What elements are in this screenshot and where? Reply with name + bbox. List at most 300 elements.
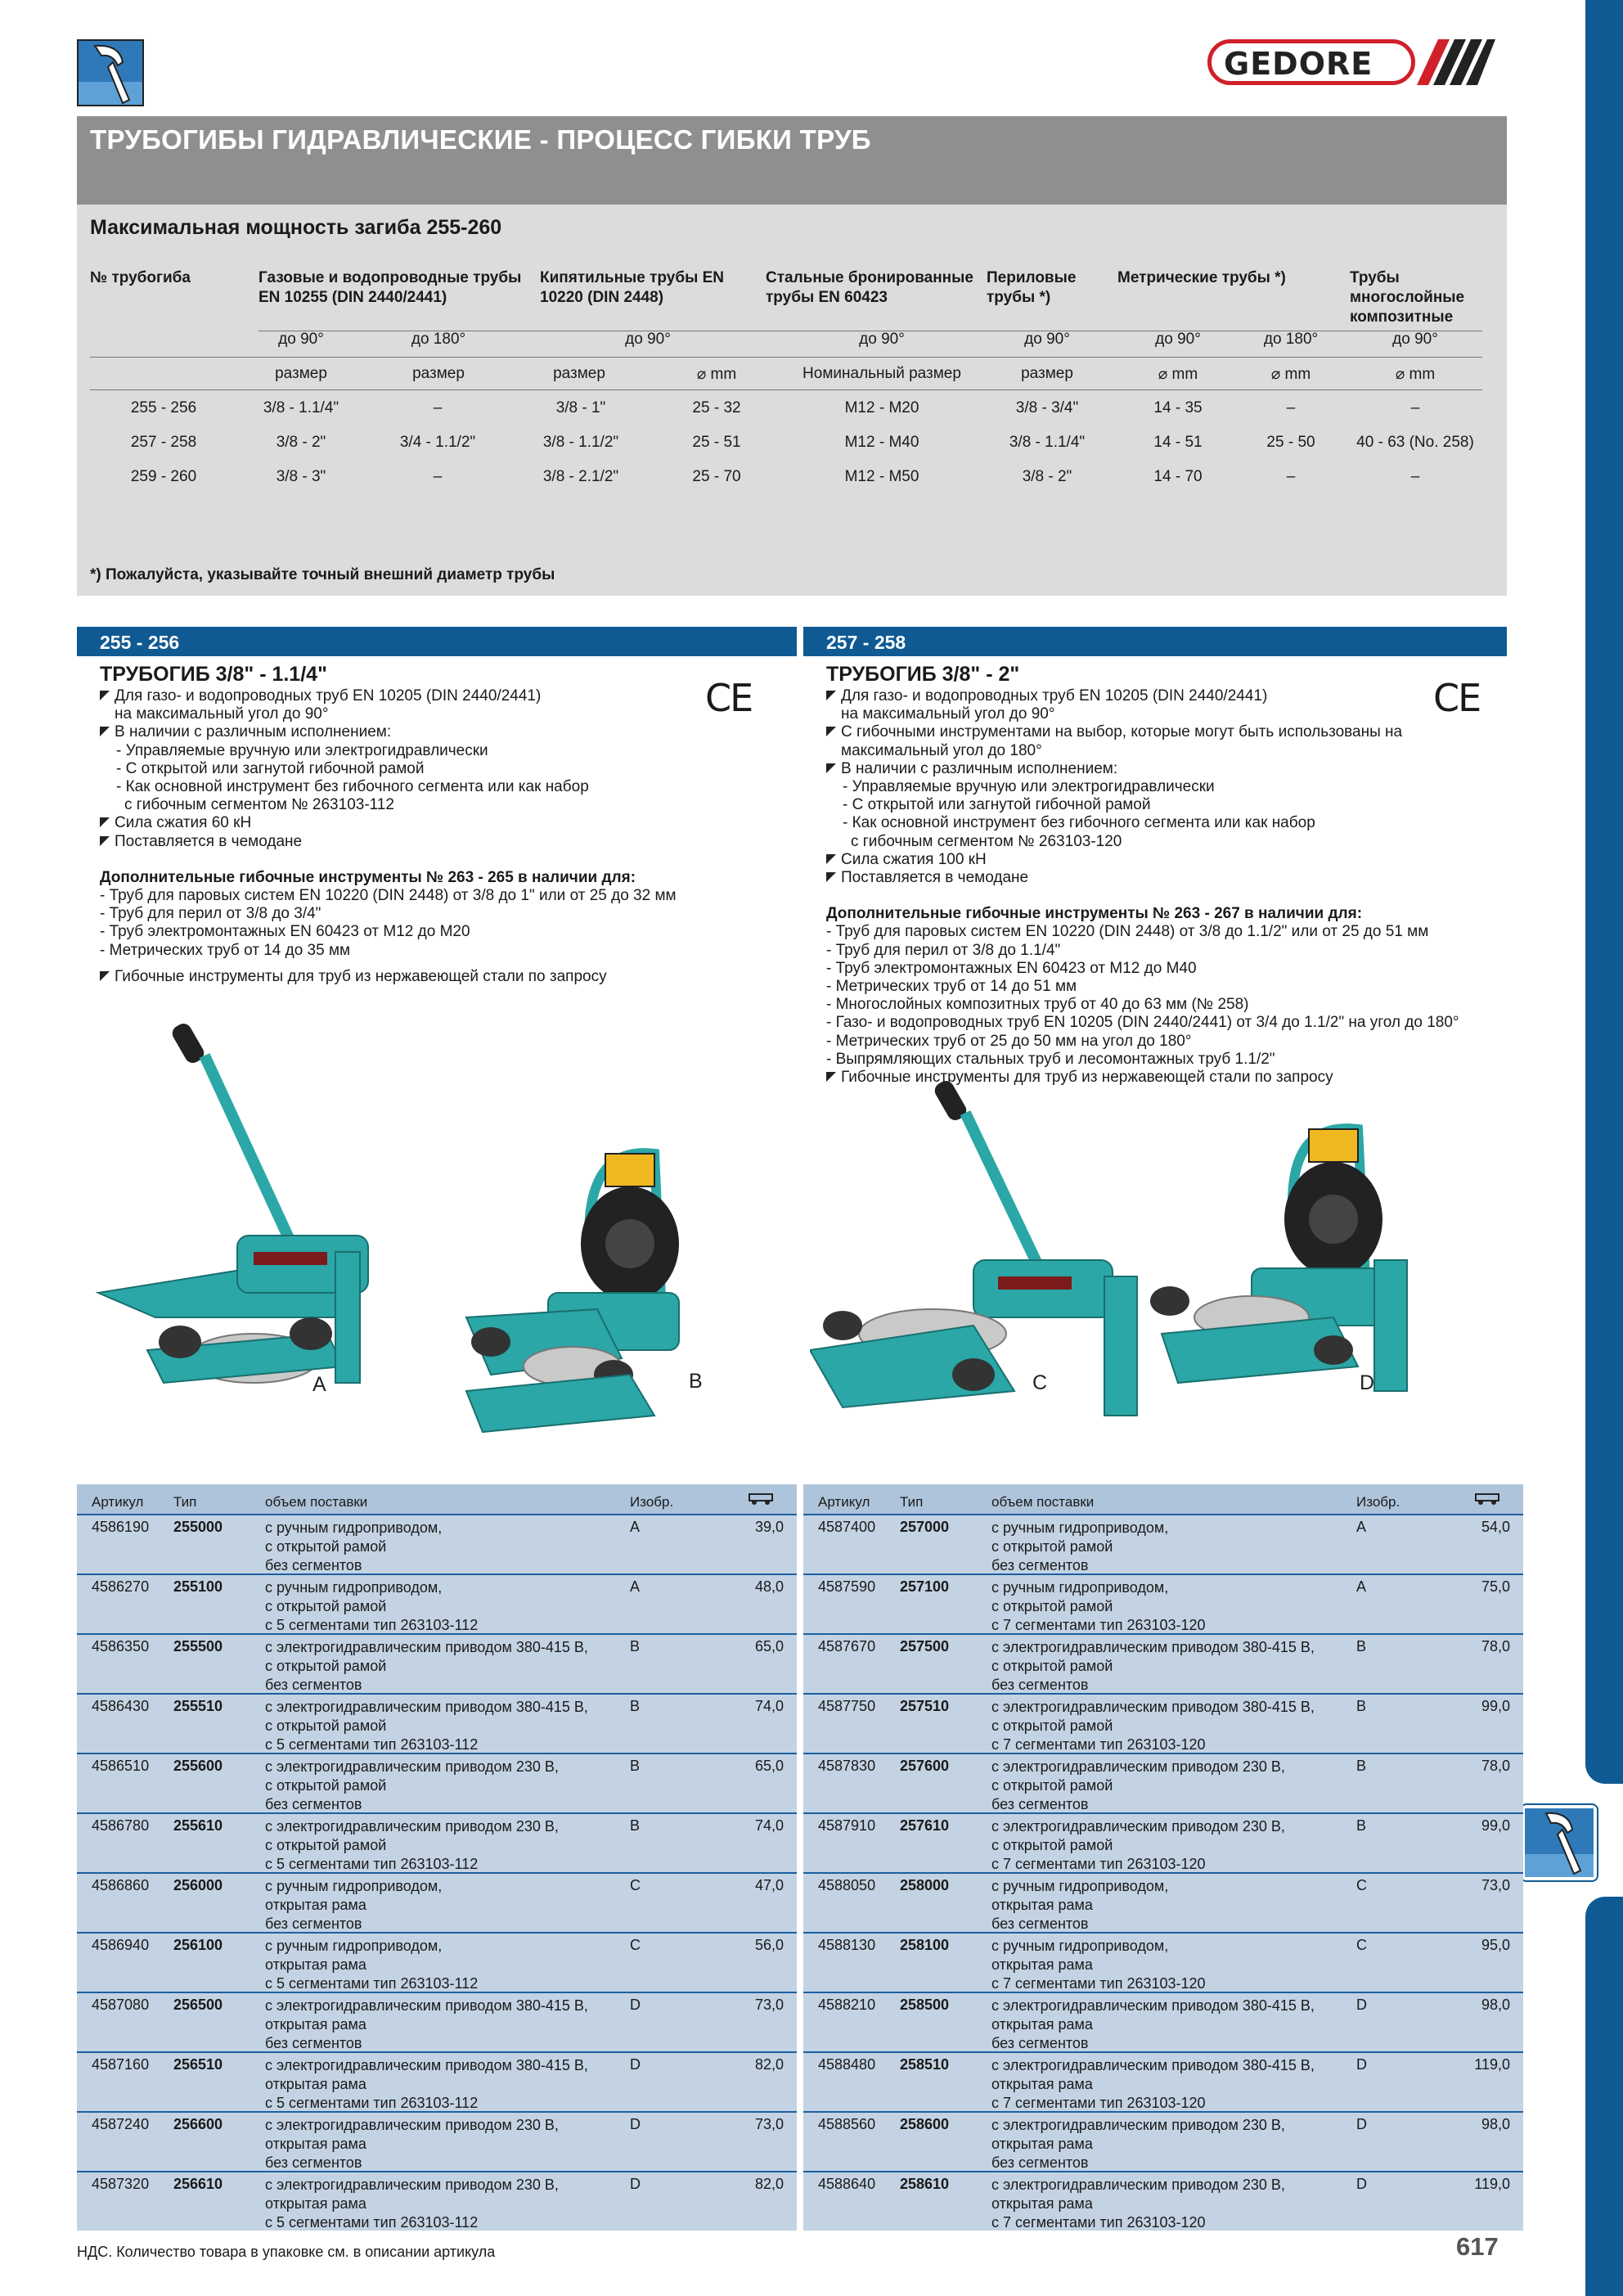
footer-note: НДС. Количество товара в упаковке см. в описании артикула: [77, 2244, 496, 2260]
spec-cell: 40 - 63 (No. 258): [1356, 434, 1474, 451]
type-code: 256100: [173, 1937, 223, 1953]
type-code: 255610: [173, 1817, 223, 1834]
image-ref: B: [1356, 1698, 1367, 1714]
article-number: 4588560: [818, 2116, 876, 2132]
delivery-scope: [265, 1758, 559, 1814]
spec-cell: –: [433, 468, 443, 485]
delivery-scope: [991, 1997, 1315, 2053]
image-ref: B: [1356, 1758, 1367, 1774]
spec-sub-unit: ⌀ mm: [696, 366, 737, 383]
delivery-scope-line: с открытой рамой: [265, 1658, 387, 1674]
table-header-art: Артикул: [92, 1494, 144, 1510]
article-number: 4588210: [818, 1997, 876, 2013]
spec-cell: 3/8 - 1.1/4": [1009, 434, 1086, 451]
spec-cell: 3/8 - 2.1/2": [542, 468, 619, 485]
spec-sub-angle: до 90°: [859, 331, 905, 348]
image-ref: B: [1356, 1817, 1367, 1834]
spec-cell: 3/4 - 1.1/2": [399, 434, 476, 451]
product-illustration-right: [810, 1080, 1513, 1481]
table-row: [803, 1932, 1523, 1992]
spec-cell: 259 - 260: [130, 468, 197, 485]
pipe-wrench-icon: [1520, 1803, 1598, 1882]
section-number-left: 255 - 256: [100, 632, 180, 653]
spec-sub-unit: размер: [412, 365, 465, 382]
delivery-scope-line: с электрогидравлическим приводом 380-415 В,: [991, 1699, 1315, 1715]
spec-cell: 25 - 50: [1266, 434, 1315, 451]
delivery-scope-line: с 7 сегментами тип 263103-120: [991, 1617, 1206, 1633]
weight-value: 98,0: [1481, 2116, 1510, 2132]
table-row: [803, 2051, 1523, 2111]
table-header-desc: объем поставки: [991, 1494, 1095, 1510]
spec-cell: 3/8 - 3": [276, 468, 326, 485]
spec-cell: M12 - M20: [844, 399, 919, 416]
table-row: [77, 1633, 797, 1693]
delivery-scope-line: с 5 сегментами тип 263103-112: [265, 1617, 479, 1633]
delivery-scope-line: с открытой рамой: [265, 1837, 387, 1853]
delivery-scope-line: с открытой рамой: [991, 1777, 1113, 1794]
weight-value: 75,0: [1481, 1578, 1510, 1595]
accessory-item: - Труб для паровых систем EN 10220 (DIN 2448) от 3/8 до 1.1/2" или от 25 до 51 мм: [826, 923, 1429, 941]
manual-pipe-bender-illustration: [810, 1080, 1137, 1416]
delivery-scope-line: открытая рама: [265, 2016, 366, 2033]
weight-value: 99,0: [1481, 1698, 1510, 1714]
spec-header-metric-pipes: Метрические трубы *): [1117, 269, 1286, 286]
delivery-scope-line: с электрогидравлическим приводом 380-415 В,: [991, 2057, 1315, 2073]
image-ref: B: [630, 1638, 641, 1654]
article-number: 4586860: [92, 1877, 150, 1893]
table-row: [77, 1514, 797, 1573]
manual-pipe-bender-illustration: [98, 1023, 368, 1383]
bullet-continuation: максимальный угол до 180°: [841, 741, 1042, 759]
bullet-item: Поставляется в чемодане: [100, 833, 771, 851]
weight-value: 119,0: [1474, 2176, 1510, 2192]
delivery-scope: [991, 1638, 1315, 1695]
accessory-item: - Труб для паровых систем EN 10220 (DIN 2448) от 3/8 до 1" или от 25 до 32 мм: [100, 887, 677, 905]
electric-pipe-bender-illustration: [1150, 1128, 1407, 1391]
delivery-scope: [265, 1997, 588, 2053]
spec-sub-angle: до 180°: [411, 331, 466, 348]
delivery-scope-line: с 5 сегментами тип 263103-112: [265, 1975, 479, 1992]
delivery-scope-line: с электрогидравлическим приводом 230 В,: [991, 1818, 1285, 1835]
delivery-scope-line: открытая рама: [265, 2136, 366, 2152]
type-code: 257510: [900, 1698, 950, 1714]
delivery-scope-line: с открытой рамой: [265, 1717, 387, 1734]
spec-cell: 3/8 - 2": [1022, 468, 1072, 485]
article-number: 4586270: [92, 1578, 150, 1595]
delivery-scope-line: с 7 сегментами тип 263103-120: [991, 2214, 1206, 2231]
delivery-scope-line: с открытой рамой: [991, 1658, 1113, 1674]
weight-value: 48,0: [754, 1578, 784, 1595]
bullet-item: Сила сжатия 60 кН: [100, 814, 771, 832]
article-number: 4586430: [92, 1698, 150, 1714]
weight-value: 56,0: [754, 1937, 784, 1953]
delivery-scope-line: открытая рама: [991, 2016, 1093, 2033]
delivery-scope-line: с ручным гидроприводом,: [991, 1938, 1169, 1954]
article-number: 4587080: [92, 1997, 150, 2013]
delivery-scope-line: с 5 сегментами тип 263103-112: [265, 2095, 479, 2111]
spec-cell: M12 - M50: [844, 468, 919, 485]
weight-value: 99,0: [1481, 1817, 1510, 1834]
delivery-scope-line: без сегментов: [991, 2154, 1089, 2171]
image-ref: D: [630, 2116, 641, 2132]
sub-item: - С открытой или загнутой гибочной рамой: [116, 759, 425, 777]
bullet-continuation: на максимальный угол до 90°: [115, 705, 329, 723]
type-code: 256000: [173, 1877, 223, 1893]
sub-item: - Как основной инструмент без гибочного сегмента или как набор: [843, 814, 1315, 832]
weight-value: 74,0: [754, 1698, 784, 1714]
spec-sub-unit: размер: [275, 365, 327, 382]
delivery-scope-line: открытая рама: [265, 2076, 366, 2092]
delivery-scope-line: с электрогидравлическим приводом 230 В,: [265, 2117, 559, 2133]
spec-sub-unit: размер: [553, 365, 605, 382]
type-code: 258000: [900, 1877, 950, 1893]
weight-value: 39,0: [754, 1519, 784, 1535]
delivery-scope: [265, 2056, 588, 2113]
product-table-right: [803, 1484, 1523, 2231]
delivery-scope: [265, 1698, 588, 1754]
delivery-scope-line: с электрогидравлическим приводом 230 В,: [265, 1758, 559, 1775]
delivery-scope: [265, 1578, 478, 1635]
delivery-scope-line: с открытой рамой: [265, 1598, 387, 1614]
spec-sub-angle: до 90°: [625, 331, 671, 348]
spec-cell: –: [433, 399, 443, 416]
electric-pipe-bender-illustration: [466, 1153, 679, 1432]
spec-cell: 25 - 70: [692, 468, 741, 485]
image-label-d: D: [1360, 1371, 1375, 1394]
delivery-scope: [991, 1519, 1168, 1575]
spec-sub-unit: ⌀ mm: [1395, 366, 1436, 383]
delivery-scope-line: без сегментов: [265, 1916, 362, 1932]
article-number: 4586510: [92, 1758, 150, 1774]
delivery-scope-line: с открытой рамой: [991, 1837, 1113, 1853]
table-row: [77, 1693, 797, 1753]
table-row: [803, 1573, 1523, 1633]
delivery-scope-line: открытая рама: [991, 2136, 1093, 2152]
delivery-scope-line: с 5 сегментами тип 263103-112: [265, 1856, 479, 1872]
delivery-scope-line: открытая рама: [265, 1956, 366, 1973]
article-number: 4588130: [818, 1937, 876, 1953]
table-header-desc: объем поставки: [265, 1494, 368, 1510]
weight-icon: [1472, 1491, 1502, 1510]
delivery-scope-line: без сегментов: [265, 1796, 362, 1812]
type-code: 255000: [173, 1519, 223, 1535]
sub-item-continuation: с гибочным сегментом № 263103-112: [124, 796, 394, 814]
delivery-scope-line: с открытой рамой: [991, 1717, 1113, 1734]
bullet-item: Гибочные инструменты для труб из нержавеющей стали по запросу: [100, 968, 771, 986]
delivery-scope-line: с ручным гидроприводом,: [265, 1519, 443, 1536]
article-number: 4587160: [92, 2056, 150, 2073]
table-row: [77, 2051, 797, 2111]
delivery-scope-line: открытая рама: [265, 2195, 366, 2212]
delivery-scope: [265, 1937, 478, 1993]
article-number: 4587750: [818, 1698, 876, 1714]
spec-header-armored-pipes: Стальные бронированные трубы EN 60423: [766, 269, 973, 306]
delivery-scope-line: с электрогидравлическим приводом 230 В,: [991, 2117, 1285, 2133]
article-number: 4587910: [818, 1817, 876, 1834]
table-row: [77, 1573, 797, 1633]
image-ref: A: [630, 1578, 641, 1595]
delivery-scope-line: с электрогидравлическим приводом 380-415 В,: [265, 1639, 588, 1655]
image-label-c: C: [1032, 1371, 1048, 1394]
delivery-scope-line: с открытой рамой: [265, 1538, 387, 1555]
delivery-scope-line: без сегментов: [991, 2035, 1089, 2051]
delivery-scope-line: без сегментов: [265, 2154, 362, 2171]
delivery-scope-line: с электрогидравлическим приводом 380-415 В,: [265, 1997, 588, 2014]
delivery-scope-line: открытая рама: [991, 2195, 1093, 2212]
weight-value: 73,0: [1481, 1877, 1510, 1893]
type-code: 255600: [173, 1758, 223, 1774]
image-ref: C: [1356, 1937, 1367, 1953]
side-tab-bar-lower: [1585, 1897, 1623, 2296]
delivery-scope-line: с ручным гидроприводом,: [265, 1579, 443, 1596]
delivery-scope-line: с ручным гидроприводом,: [991, 1878, 1169, 1894]
bullet-item: Для газо- и водопроводных труб EN 10205 (DIN 2440/2441): [100, 687, 771, 705]
delivery-scope-line: с открытой рамой: [991, 1538, 1113, 1555]
delivery-scope: [991, 2116, 1285, 2172]
delivery-scope-line: с открытой рамой: [265, 1777, 387, 1794]
image-ref: D: [630, 1997, 641, 2013]
delivery-scope: [265, 1638, 588, 1695]
product-illustration-left: [90, 1023, 794, 1481]
type-code: 257100: [900, 1578, 950, 1595]
delivery-scope: [265, 2176, 559, 2232]
delivery-scope: [991, 1937, 1206, 1993]
article-number: 4586190: [92, 1519, 150, 1535]
delivery-scope-line: открытая рама: [991, 2076, 1093, 2092]
delivery-scope: [991, 1877, 1168, 1934]
pipe-wrench-icon: [77, 39, 144, 106]
bullet-continuation: на максимальный угол до 90°: [841, 705, 1055, 723]
weight-value: 65,0: [754, 1638, 784, 1654]
bullet-item: В наличии с различным исполнением:: [826, 760, 1497, 778]
sub-item: - Как основной инструмент без гибочного сегмента или как набор: [116, 778, 589, 796]
accessory-item: - Труб электромонтажных EN 60423 от M12 до M40: [826, 959, 1197, 977]
weight-value: 95,0: [1481, 1937, 1510, 1953]
image-ref: A: [1356, 1519, 1367, 1535]
spec-sub-angle: до 90°: [1392, 331, 1438, 348]
article-number: 4588050: [818, 1877, 876, 1893]
delivery-scope-line: с электрогидравлическим приводом 380-415 В,: [991, 1639, 1315, 1655]
delivery-scope: [991, 2176, 1285, 2232]
spec-sub-unit: Номинальный размер: [803, 365, 961, 382]
spec-sub-angle: до 90°: [278, 331, 324, 348]
table-row: [803, 1753, 1523, 1812]
delivery-scope-line: с электрогидравлическим приводом 380-415 В,: [265, 2057, 588, 2073]
spec-sub-unit: размер: [1021, 365, 1073, 382]
delivery-scope: [991, 2056, 1315, 2113]
delivery-scope-line: с электрогидравлическим приводом 230 В,: [991, 1758, 1285, 1775]
sub-item: - Управляемые вручную или электрогидравлически: [116, 741, 488, 759]
spec-cell: 255 - 256: [130, 399, 197, 416]
image-ref: D: [1356, 1997, 1367, 2013]
article-number: 4586780: [92, 1817, 150, 1834]
divider: [90, 357, 1482, 358]
spec-cell: 25 - 51: [692, 434, 741, 451]
type-code: 255510: [173, 1698, 223, 1714]
table-row: [77, 1872, 797, 1932]
article-number: 4588640: [818, 2176, 876, 2192]
delivery-scope: [265, 1519, 442, 1575]
delivery-scope: [991, 1817, 1285, 1874]
accessory-item: - Многослойных композитных труб от 40 до 63 мм (№ 258): [826, 996, 1249, 1014]
bullet-item: С гибочными инструментами на выбор, которые могут быть использованы на: [826, 723, 1497, 741]
table-row: [803, 1992, 1523, 2051]
section-number-right: 257 - 258: [826, 632, 906, 653]
logo-stripes-icon: [1417, 39, 1495, 85]
table-row: [803, 1514, 1523, 1573]
delivery-scope-line: без сегментов: [265, 2035, 362, 2051]
feature-list-left: [100, 687, 771, 986]
delivery-scope-line: без сегментов: [991, 1916, 1089, 1932]
image-ref: D: [630, 2056, 641, 2073]
delivery-scope-line: с ручным гидроприводом,: [991, 1519, 1169, 1536]
section-header-right: [803, 627, 1507, 656]
type-code: 255500: [173, 1638, 223, 1654]
spec-cell: –: [1410, 399, 1420, 416]
weight-value: 65,0: [754, 1758, 784, 1774]
accessory-item: - Метрических труб от 14 до 51 мм: [826, 978, 1077, 996]
table-row: [77, 1992, 797, 2051]
accessory-item: - Метрических труб от 25 до 50 мм на угол до 180°: [826, 1032, 1192, 1050]
type-code: 258100: [900, 1937, 950, 1953]
spec-sub-angle: до 180°: [1263, 331, 1319, 348]
spec-title: Максимальная мощность загиба 255-260: [90, 216, 502, 239]
product-table-left: [77, 1484, 797, 2231]
delivery-scope-line: с электрогидравлическим приводом 380-415 В,: [265, 1699, 588, 1715]
delivery-scope-line: с ручным гидроприводом,: [265, 1878, 443, 1894]
type-code: 258510: [900, 2056, 950, 2073]
image-ref: C: [630, 1877, 641, 1893]
feature-list-right: [826, 687, 1497, 1087]
spec-cell: 14 - 35: [1153, 399, 1203, 416]
delivery-scope-line: открытая рама: [265, 1897, 366, 1913]
article-number: 4587320: [92, 2176, 150, 2192]
delivery-scope-line: с электрогидравлическим приводом 230 В,: [991, 2177, 1285, 2193]
product-title-right: ТРУБОГИБ 3/8" - 2": [826, 663, 1020, 686]
table-header: [803, 1484, 1523, 1514]
sub-item: - Управляемые вручную или электрогидравлически: [843, 778, 1215, 796]
image-ref: B: [630, 1698, 641, 1714]
sub-item: - С открытой или загнутой гибочной рамой: [843, 796, 1151, 814]
spec-cell: –: [1286, 468, 1296, 485]
spec-sub-angle: до 90°: [1024, 331, 1070, 348]
delivery-scope-line: с 7 сегментами тип 263103-120: [991, 1736, 1206, 1753]
image-ref: C: [1356, 1877, 1367, 1893]
type-code: 258500: [900, 1997, 950, 2013]
table-row: [77, 1753, 797, 1812]
type-code: 258610: [900, 2176, 950, 2192]
spec-footnote: *) Пожалуйста, указывайте точный внешний диаметр трубы: [90, 566, 555, 583]
image-label-a: A: [312, 1373, 326, 1396]
delivery-scope-line: с электрогидравлическим приводом 230 В,: [265, 2177, 559, 2193]
divider: [90, 389, 1482, 390]
delivery-scope: [991, 1578, 1206, 1635]
image-ref: B: [630, 1817, 641, 1834]
spec-cell: 3/8 - 2": [276, 434, 326, 451]
product-title-left: ТРУБОГИБ 3/8" - 1.1/4": [100, 663, 327, 686]
delivery-scope-line: с ручным гидроприводом,: [991, 1579, 1169, 1596]
type-code: 257000: [900, 1519, 950, 1535]
side-tab-bar: [1585, 0, 1623, 1784]
accessories-heading: Дополнительные гибочные инструменты № 263 - 267 в наличии для:: [826, 905, 1363, 923]
spec-header-rail-pipes: Периловые трубы *): [987, 269, 1077, 306]
page-title: ТРУБОГИБЫ ГИДРАВЛИЧЕСКИЕ - ПРОЦЕСС ГИБКИ ТРУБ: [90, 124, 871, 155]
image-ref: B: [630, 1758, 641, 1774]
delivery-scope-line: с 7 сегментами тип 263103-120: [991, 1856, 1206, 1872]
delivery-scope-line: без сегментов: [991, 1677, 1089, 1693]
delivery-scope-line: с 5 сегментами тип 263103-112: [265, 1736, 479, 1753]
type-code: 256510: [173, 2056, 223, 2073]
spec-cell: 25 - 32: [692, 399, 741, 416]
table-row: [803, 1812, 1523, 1872]
delivery-scope-line: с открытой рамой: [991, 1598, 1113, 1614]
table-row: [77, 2111, 797, 2171]
spec-cell: 257 - 258: [130, 434, 197, 451]
image-ref: A: [630, 1519, 641, 1535]
section-header-left: [77, 627, 797, 656]
type-code: 257600: [900, 1758, 950, 1774]
accessory-item: - Газо- и водопроводных труб EN 10205 (DIN 2440/2441) от 3/4 до 1.1/2" на угол до 180°: [826, 1014, 1459, 1032]
weight-value: 54,0: [1481, 1519, 1510, 1535]
delivery-scope: [991, 1698, 1315, 1754]
spec-header-gas-pipes: Газовые и водопроводные трубы EN 10255 (DIN 2440/2441): [259, 269, 522, 306]
weight-icon: [746, 1491, 776, 1510]
table-header: [77, 1484, 797, 1514]
spec-cell: 3/8 - 1.1/2": [542, 434, 619, 451]
table-header-img: Изобр.: [1356, 1494, 1400, 1510]
spec-sub-unit: ⌀ mm: [1270, 366, 1311, 383]
spec-cell: 14 - 70: [1153, 468, 1203, 485]
delivery-scope-line: с 7 сегментами тип 263103-120: [991, 1975, 1206, 1992]
accessories-heading: Дополнительные гибочные инструменты № 263 - 265 в наличии для:: [100, 868, 636, 886]
article-number: 4586940: [92, 1937, 150, 1953]
bullet-item: В наличии с различным исполнением:: [100, 723, 771, 741]
weight-value: 82,0: [754, 2176, 784, 2192]
spec-header-boiler-pipes: Кипятильные трубы EN 10220 (DIN 2448): [540, 269, 724, 306]
delivery-scope-line: с электрогидравлическим приводом 230 В,: [265, 1818, 559, 1835]
table-row: [803, 1693, 1523, 1753]
type-code: 256500: [173, 1997, 223, 2013]
delivery-scope-line: открытая рама: [991, 1897, 1093, 1913]
spec-header-number: № трубогиба: [90, 269, 191, 286]
table-row: [803, 2111, 1523, 2171]
weight-value: 73,0: [754, 2116, 784, 2132]
spec-sub-unit: ⌀ mm: [1158, 366, 1198, 383]
bullet-item: Поставляется в чемодане: [826, 869, 1497, 887]
accessory-item: - Труб для перил от 3/8 до 1.1/4": [826, 941, 1061, 959]
spec-cell: M12 - M40: [844, 434, 919, 451]
spec-sub-angle: до 90°: [1155, 331, 1201, 348]
table-header-img: Изобр.: [630, 1494, 674, 1510]
table-row: [77, 1932, 797, 1992]
delivery-scope-line: открытая рама: [991, 1956, 1093, 1973]
logo-text: GEDORE: [1224, 46, 1373, 82]
delivery-scope: [265, 2116, 559, 2172]
delivery-scope: [991, 1758, 1285, 1814]
weight-value: 73,0: [754, 1997, 784, 2013]
spec-cell: –: [1286, 399, 1296, 416]
delivery-scope-line: без сегментов: [265, 1557, 362, 1573]
article-number: 4587590: [818, 1578, 876, 1595]
table-header-art: Артикул: [818, 1494, 870, 1510]
gedore-logo: [1207, 36, 1412, 90]
table-row: [77, 2171, 797, 2231]
delivery-scope-line: без сегментов: [991, 1557, 1089, 1573]
delivery-scope-line: с 5 сегментами тип 263103-112: [265, 2214, 479, 2231]
accessory-item: - Труб для перил от 3/8 до 3/4": [100, 905, 321, 923]
type-code: 255100: [173, 1578, 223, 1595]
weight-value: 78,0: [1481, 1758, 1510, 1774]
